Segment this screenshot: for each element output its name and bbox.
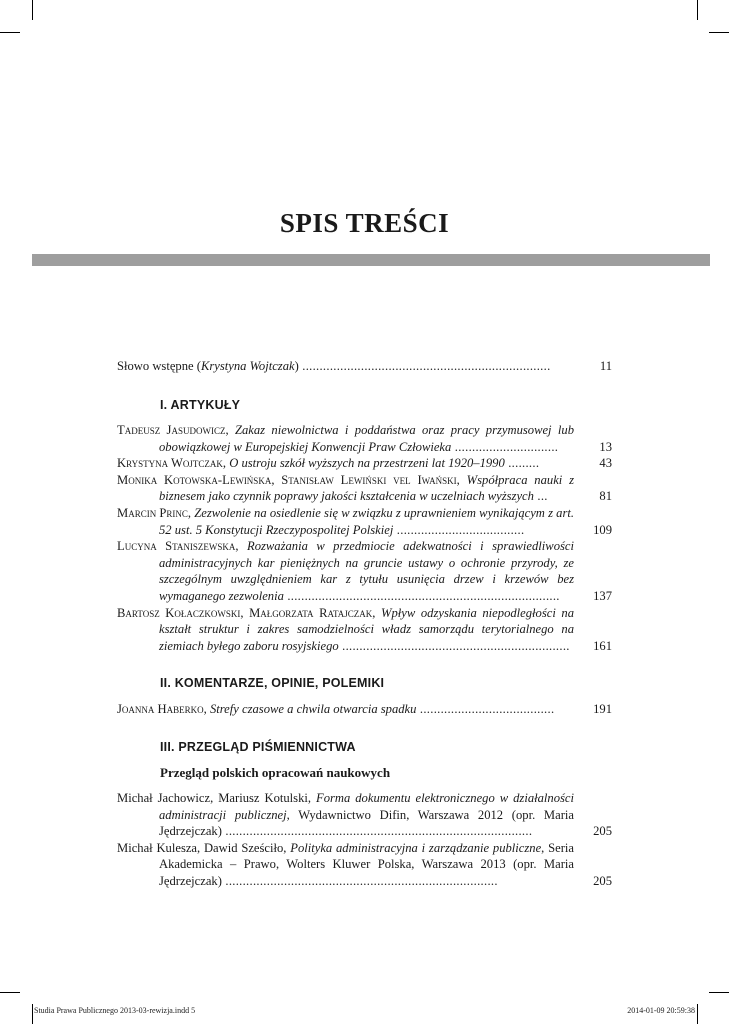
crop-mark (709, 992, 729, 993)
page-number: 43 (599, 456, 612, 471)
articles-author: Tadeusz Jasudowicz (117, 423, 226, 437)
section-heading: III. PRZEGLĄD PIŚMIENNICTWA (160, 740, 356, 754)
articles-title: Rozważania w przedmiocie adekwatności i sprawiedliwości administracyjnych kar pieniężnych na gruncie ustawy o ochronie przyrody, ze szczególnym uwzględnieniem kar z tytułu usunięcia drzew i krzewów bez wymaganego zezwolenia (159, 539, 574, 603)
articles-leader: .................................................................. (338, 638, 570, 653)
footer-timestamp: 2014-01-09 20:59:38 (627, 1006, 695, 1015)
page-number: 13 (599, 439, 612, 454)
articles-leader: ..................................... (393, 522, 525, 537)
toc-entry (117, 840, 612, 890)
reviews-rest: , Wydawnictwo Difin, Warszawa 2012 (opr. Maria Jędrzejczak) (159, 807, 574, 839)
commentary-leader: ....................................... (416, 702, 555, 716)
intro-close: ) (294, 359, 299, 373)
crop-mark (697, 0, 698, 20)
toc-intro (117, 358, 612, 375)
articles-leader: ............................................................................... (283, 588, 560, 603)
reviews-title: Forma dokumentu elektronicznego w działalności administracji publicznej (159, 791, 574, 822)
toc-entry (117, 472, 612, 505)
toc-entry (117, 538, 612, 604)
articles-leader: ......... (504, 456, 540, 471)
page-number: 11 (599, 359, 612, 373)
page-number: 205 (593, 873, 612, 888)
articles-author: Lucyna Staniszewska (117, 539, 236, 554)
articles-title: Zakaz niewolnictwa i poddaństwa oraz pracy przymusowej lub obowiązkowej w Europejskiej Konwencji Praw Człowieka (159, 423, 574, 454)
articles-sep: , (372, 605, 382, 620)
crop-mark (0, 32, 20, 33)
title-rule (32, 254, 710, 266)
toc-entry (117, 422, 612, 455)
articles-sep: , (235, 539, 248, 554)
toc-entry (117, 790, 612, 840)
reviews-leader: ............................................................................... (221, 873, 498, 888)
articles-leader: ... (533, 489, 548, 504)
toc-reviews (117, 790, 612, 890)
toc-articles (117, 422, 612, 654)
crop-mark (0, 992, 20, 993)
page-number: 137 (593, 588, 612, 603)
page-number: 109 (593, 522, 612, 537)
section-heading: I. ARTYKUŁY (160, 398, 241, 412)
articles-author: Bartosz Kołaczkowski, Małgorzata Ratajczak (117, 605, 373, 620)
reviews-author: Michał Jachowicz, Mariusz Kotulski, (117, 791, 316, 805)
articles-sep: , (225, 423, 235, 437)
reviews-author: Michał Kulesza, Dawid Sześciło, (117, 840, 291, 855)
reviews-leader: ......................................................................................... (221, 824, 533, 839)
commentary-sep: , (203, 702, 210, 716)
articles-leader: .............................. (451, 439, 559, 454)
crop-mark (32, 1004, 33, 1024)
articles-author: Monika Kotowska-Lewińska, Stanisław Lewiński vel Iwański (117, 472, 457, 487)
articles-title: Współpraca nauki z biznesem jako czynnik poprawy jakości kształcenia w uczelniach wyższych (159, 472, 574, 504)
articles-title: Zezwolenie na osiedlenie się w związku z uprawnieniem wynikającym z art. 52 ust. 5 Konstytucji Rzeczypospolitej Polskiej (159, 505, 575, 537)
articles-sep: , (187, 505, 195, 520)
section-heading: II. KOMENTARZE, OPINIE, POLEMIKI (160, 676, 385, 690)
intro-leader: ........................................................................ (298, 359, 551, 373)
page-number: 81 (599, 489, 612, 504)
toc-entry (117, 455, 612, 472)
footer-filename: Studia Prawa Publicznego 2013-03-rewizja.indd 5 (34, 1006, 196, 1015)
page-number: 205 (593, 824, 612, 839)
commentary-title: Strefy czasowe a chwila otwarcia spadku (209, 702, 417, 716)
crop-mark (709, 32, 729, 33)
commentary-author: Joanna Haberko (117, 702, 204, 716)
intro-author: Krystyna Wojtczak (200, 359, 295, 373)
toc-entry (117, 701, 612, 718)
crop-mark (32, 0, 33, 20)
page-number: 191 (593, 702, 612, 716)
reviews-title: Polityka administracyjna i zarządzanie publiczne (290, 840, 542, 855)
page-title: SPIS TREŚCI (279, 208, 450, 238)
crop-mark (697, 1004, 698, 1024)
subsection-heading: Przegląd polskich opracowań naukowych (160, 765, 391, 780)
toc-commentary (117, 701, 612, 718)
intro-label: Słowo wstępne ( (117, 359, 201, 373)
toc-entry (117, 505, 612, 538)
articles-author: Krystyna Wojtczak (117, 456, 223, 471)
articles-title: Wpływ odzyskania niepodległości na kształt struktur i zakres samodzielności władz samorządu terytorialnego na ziemiach byłego zaboru rosyjskiego (159, 605, 574, 653)
page-number: 161 (593, 638, 612, 653)
toc-entry (117, 605, 612, 655)
reviews-rest: , Seria Akademicka – Prawo, Wolters Kluwer Polska, Warszawa 2013 (opr. Maria Jędrzejczak) (159, 840, 574, 888)
articles-sep: , (456, 472, 467, 487)
articles-sep: , (222, 456, 230, 471)
articles-title: O ustroju szkół wyższych na przestrzeni lat 1920–1990 (229, 456, 505, 471)
articles-author: Marcin Princ (117, 505, 188, 520)
